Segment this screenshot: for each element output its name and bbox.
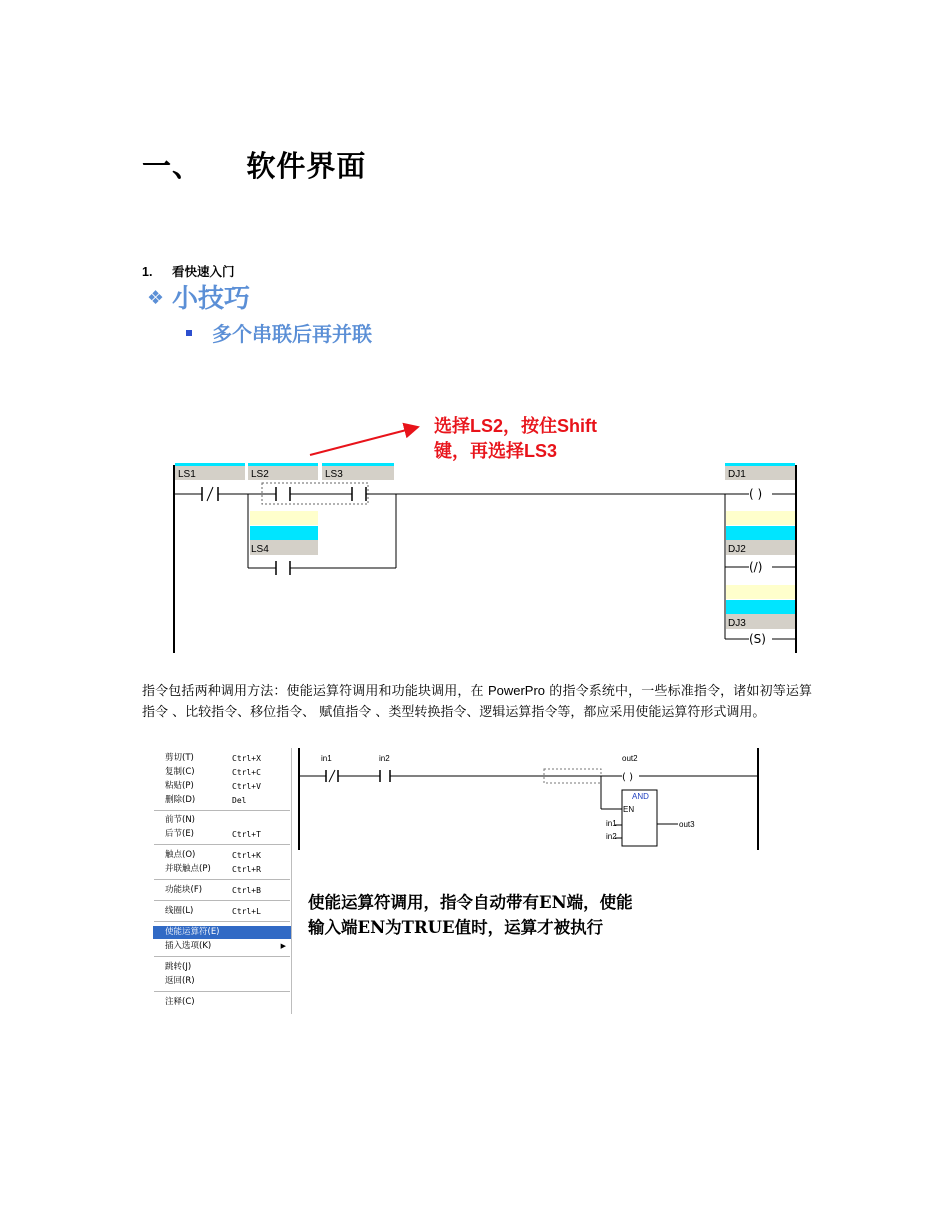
menu-item-paste[interactable] xyxy=(153,780,291,793)
paragraph-brand: PowerPro xyxy=(487,683,546,698)
menu-item-insert-options[interactable] xyxy=(153,940,291,953)
menu-separator xyxy=(154,921,290,922)
ladder-diagram-enable-operator xyxy=(292,746,767,852)
menu-shortcut: Ctrl+C xyxy=(232,768,261,777)
and-block-in2-pin: in2 xyxy=(606,832,617,841)
menu-label: 触点(O) xyxy=(165,850,196,860)
menu-shortcut: Ctrl+B xyxy=(232,886,261,895)
square-bullet-icon xyxy=(186,330,192,336)
paragraph-text-1: 指令包括两种调用方法：使能运算符调用和功能块调用，在 xyxy=(142,684,488,699)
contact-ls2-label: LS2 xyxy=(251,469,269,480)
menu-item-comment[interactable] xyxy=(153,996,291,1009)
menu-shortcut: Ctrl+R xyxy=(232,865,261,874)
menu-shortcut: Ctrl+K xyxy=(232,851,261,860)
menu-item-enable-operator[interactable] xyxy=(153,926,291,939)
menu-label: 前节(N) xyxy=(165,815,195,825)
menu-item-copy[interactable] xyxy=(153,766,291,779)
menu-label: 功能块(F) xyxy=(165,885,203,895)
contact-ls1-label: LS1 xyxy=(178,469,196,480)
enable-operator-note xyxy=(308,890,633,940)
coil-out2-label: out2 xyxy=(622,754,638,763)
menu-label: 并联触点(P) xyxy=(165,864,211,874)
note-line-1: 使能运算符调用，指令自动带有EN端，使能 xyxy=(308,893,633,912)
tip-subtitle: 多个串联后再并联 xyxy=(212,322,372,346)
menu-label: 线圈(L) xyxy=(165,906,194,916)
menu-label: 粘贴(P) xyxy=(165,781,194,791)
menu-item-function-block[interactable] xyxy=(153,884,291,897)
coil-out2-symbol: ( ) xyxy=(622,772,633,783)
menu-separator xyxy=(154,991,290,992)
tip-title: 小技巧 xyxy=(172,284,251,314)
and-block-out3-pin: out3 xyxy=(679,820,695,829)
menu-label: 剪切(T) xyxy=(165,753,194,763)
menu-shortcut: Ctrl+V xyxy=(232,782,261,791)
menu-separator xyxy=(154,810,290,811)
coil-dj2-label: DJ2 xyxy=(728,544,746,555)
note-line-2: 输入端EN为TRUE值时，运算才被执行 xyxy=(308,918,604,937)
menu-shortcut: Ctrl+T xyxy=(232,830,261,839)
tip-subheading xyxy=(186,318,372,347)
callout-line-2: 键，再选择LS3 xyxy=(434,441,558,461)
and-block-title: AND xyxy=(632,792,649,801)
menu-item-jump[interactable] xyxy=(153,961,291,974)
coil-dj3-label: DJ3 xyxy=(728,618,746,629)
ladder-diagram-series-parallel xyxy=(160,415,810,660)
menu-shortcut: Del xyxy=(232,796,247,805)
paragraph-text-2: 的指令系统中，一些标准指令，诸如初等运算指令 、比较指令、移位指令、 赋值指令 、类型转换指令、逻辑运算指令等，都应采用使能运算符形式调用。 xyxy=(142,684,812,720)
menu-label: 注释(C) xyxy=(165,997,195,1007)
menu-label: 跳转(J) xyxy=(165,962,192,972)
callout-arrow xyxy=(310,427,418,455)
menu-separator xyxy=(154,956,290,957)
menu-label: 后节(E) xyxy=(165,829,195,839)
coil-dj1[interactable] xyxy=(725,463,795,480)
coil-dj1-symbol: ( ) xyxy=(749,487,763,501)
and-block-in1-pin: in1 xyxy=(606,819,617,828)
menu-shortcut: Ctrl+L xyxy=(232,907,261,916)
coil-dj1-label: DJ1 xyxy=(728,469,746,480)
contact-in2-label: in2 xyxy=(379,754,390,763)
menu-item-contact[interactable] xyxy=(153,849,291,862)
context-menu xyxy=(153,748,292,1014)
contact-ls1[interactable] xyxy=(175,463,245,480)
section-number: 1. xyxy=(142,265,153,279)
submenu-arrow-icon: ▶ xyxy=(280,942,286,950)
and-block-en-pin: EN xyxy=(623,805,635,814)
menu-label: 删除(D) xyxy=(165,795,196,805)
menu-item-delete[interactable] xyxy=(153,794,291,807)
menu-separator xyxy=(154,900,290,901)
body-paragraph xyxy=(142,680,812,723)
menu-shortcut: Ctrl+X xyxy=(232,754,261,763)
menu-item-next-section[interactable] xyxy=(153,828,291,841)
menu-label: 使能运算符(E) xyxy=(165,927,220,937)
contact-ls2[interactable] xyxy=(248,463,318,480)
menu-label: 复制(C) xyxy=(165,767,195,777)
menu-label: 插入选项(K) xyxy=(165,941,212,951)
tip-heading xyxy=(147,278,250,315)
contact-in1-label: in1 xyxy=(321,754,332,763)
diamond-bullet-icon: ❖ xyxy=(147,287,165,309)
coil-dj3-symbol: (S) xyxy=(749,632,766,646)
menu-item-cut[interactable] xyxy=(153,752,291,765)
chapter-heading xyxy=(142,144,366,185)
menu-label: 返回(R) xyxy=(165,976,195,986)
menu-item-return[interactable] xyxy=(153,975,291,988)
contact-ls3[interactable] xyxy=(322,463,394,480)
section-title: 看快速入门 xyxy=(172,264,235,279)
menu-item-coil[interactable] xyxy=(153,905,291,918)
coil-dj2-symbol: (/) xyxy=(749,560,763,574)
chapter-title: 软件界面 xyxy=(246,149,367,183)
menu-item-parallel-contact[interactable] xyxy=(153,863,291,876)
callout-line-1: 选择LS2，按住Shift xyxy=(434,416,598,436)
menu-item-prev-section[interactable] xyxy=(153,814,291,827)
contact-ls4-label: LS4 xyxy=(251,544,269,555)
menu-separator xyxy=(154,879,290,880)
chapter-number: 一、 xyxy=(142,149,203,183)
contact-ls3-label: LS3 xyxy=(325,469,343,480)
menu-separator xyxy=(154,844,290,845)
